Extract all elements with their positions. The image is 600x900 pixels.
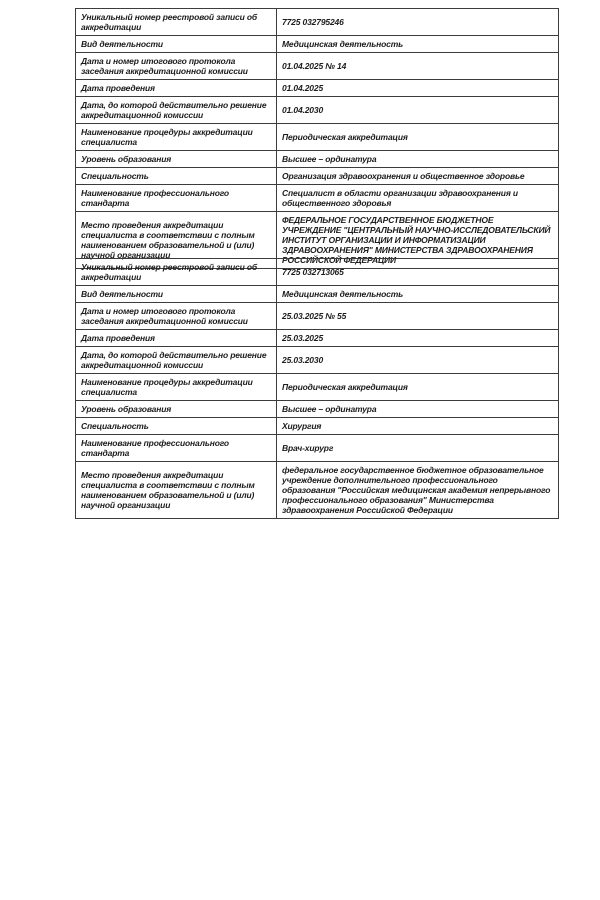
row-value: 01.04.2025 № 14 (277, 53, 559, 80)
table-row (76, 330, 559, 347)
row-value: 25.03.2025 (277, 330, 559, 347)
table-row (76, 303, 559, 330)
row-label: Наименование процедуры аккредитации специалиста (76, 374, 277, 401)
row-value: 01.04.2030 (277, 97, 559, 124)
row-value: Медицинская деятельность (277, 286, 559, 303)
table-row (76, 401, 559, 418)
row-label: Место проведения аккредитации специалиста в соответствии с полным наименованием образовательной и (или) научной организации (76, 462, 277, 519)
row-label: Уникальный номер реестровой записи об аккредитации (76, 259, 277, 286)
row-label: Уникальный номер реестровой записи об аккредитации (76, 9, 277, 36)
row-value: Врач-хирург (277, 435, 559, 462)
table-row (76, 374, 559, 401)
row-label: Наименование процедуры аккредитации специалиста (76, 124, 277, 151)
row-value: Медицинская деятельность (277, 36, 559, 53)
row-value: федеральное государственное бюджетное образовательное учреждение дополнительного профессионального образования "Российская медицинская академия непрерывного профессионального образования" Министерства здравоохранения Российской Федерации (277, 462, 559, 519)
row-label: Наименование профессионального стандарта (76, 435, 277, 462)
table-row (76, 347, 559, 374)
table-row (76, 286, 559, 303)
table-row (76, 259, 559, 286)
accreditation-record-table-2 (75, 258, 559, 519)
row-value: Высшее – ординатура (277, 151, 559, 168)
row-label: Дата и номер итогового протокола заседания аккредитационной комиссии (76, 303, 277, 330)
row-label: Наименование профессионального стандарта (76, 185, 277, 212)
row-label: Дата проведения (76, 330, 277, 347)
row-value: Организация здравоохранения и общественное здоровье (277, 168, 559, 185)
table-row (76, 168, 559, 185)
row-label: Вид деятельности (76, 36, 277, 53)
table-row (76, 185, 559, 212)
table-row (76, 124, 559, 151)
row-value: Хирургия (277, 418, 559, 435)
row-label: Дата и номер итогового протокола заседания аккредитационной комиссии (76, 53, 277, 80)
row-label: Уровень образования (76, 151, 277, 168)
row-label: Дата проведения (76, 80, 277, 97)
table-row (76, 435, 559, 462)
row-label: Вид деятельности (76, 286, 277, 303)
table-row (76, 9, 559, 36)
table-row (76, 462, 559, 519)
row-label: Дата, до которой действительно решение аккредитационной комиссии (76, 97, 277, 124)
row-value: 25.03.2030 (277, 347, 559, 374)
table-row (76, 80, 559, 97)
row-value: Периодическая аккредитация (277, 124, 559, 151)
row-label: Специальность (76, 418, 277, 435)
row-label: Специальность (76, 168, 277, 185)
table-1-body (76, 9, 559, 269)
table-row (76, 36, 559, 53)
row-value: ФЕДЕРАЛЬНОЕ ГОСУДАРСТВЕННОЕ БЮДЖЕТНОЕ УЧРЕЖДЕНИЕ "ЦЕНТРАЛЬНЫЙ НАУЧНО-ИССЛЕДОВАТЕЛЬСКИЙ ИНСТИТУТ ОРГАНИЗАЦИИ И ИНФОРМАТИЗАЦИИ ЗДРАВООХРАНЕНИЯ" МИНИСТЕРСТВА ЗДРАВООХРАНЕНИЯ РОССИЙСКОЙ ФЕДЕРАЦИИ (277, 212, 559, 269)
table-row (76, 418, 559, 435)
table-row (76, 53, 559, 80)
row-label: Место проведения аккредитации специалиста в соответствии с полным наименованием образовательной и (или) научной организации (76, 212, 277, 269)
row-value: 7725 032795246 (277, 9, 559, 36)
row-label: Уровень образования (76, 401, 277, 418)
row-value: Специалист в области организации здравоохранения и общественного здоровья (277, 185, 559, 212)
table-2-body (76, 259, 559, 519)
row-value: 25.03.2025 № 55 (277, 303, 559, 330)
accreditation-record-table-1 (75, 8, 559, 269)
row-value: Высшее – ординатура (277, 401, 559, 418)
table-row (76, 151, 559, 168)
row-label: Дата, до которой действительно решение аккредитационной комиссии (76, 347, 277, 374)
table-row (76, 97, 559, 124)
row-value: 7725 032713065 (277, 259, 559, 286)
row-value: 01.04.2025 (277, 80, 559, 97)
row-value: Периодическая аккредитация (277, 374, 559, 401)
